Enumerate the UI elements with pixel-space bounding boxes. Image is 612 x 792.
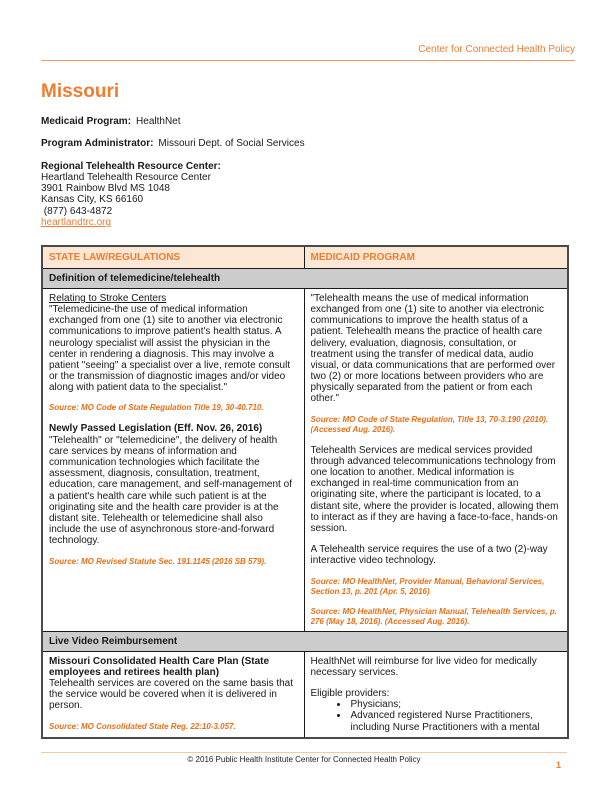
source-citation: Source: MO Revised Statute Sec. 191.1145 (2016 SB 579).: [49, 556, 267, 566]
paragraph: HealthNet will reimburse for live video for medically necessary services.: [310, 655, 537, 678]
section-row-live-video: [42, 631, 568, 651]
program-info: [41, 116, 575, 228]
newly-passed-heading: Newly Passed Legislation (Eff. Nov. 26, 2016): [49, 423, 263, 435]
list-item: • Physicians;: [349, 699, 561, 710]
rtrc-link[interactable]: heartlandtrc.org: [41, 217, 112, 229]
rtrc-address-line: Heartland Telehealth Resource Center: [41, 171, 211, 183]
medicaid-program-value: HealthNet: [136, 116, 181, 127]
rtrc-address-line: Kansas City, KS 66160: [41, 194, 144, 206]
page-title: Missouri: [41, 81, 120, 102]
brand-header: Center for Connected Health Policy: [418, 44, 575, 55]
paragraph: A Telehealth service requires the use of a two (2)-way interactive video technology.: [310, 544, 548, 567]
eligible-providers-heading: Eligible providers:: [310, 688, 390, 700]
paragraph: Telehealth Services are medical services provided through advanced telecommunications technology from one location to another. Medical information is exchanged in real-time communication from an originating site, where the participant is located, to a distant site, where the provider is located, allowing them to interact as if they are having a face-to-face, hands-on session.: [310, 444, 559, 534]
paragraph: "Telemedicine-the use of medical information exchanged from one (1) site to another via electronic communications to improve patient's health status. A neurology specialist will assist the physician in the center in rendering a diagnosis. This may involve a patient "seeing" a specialist over a live, remote consult or the transmission of diagnostic images and/or video along with patient data to the specialist.": [49, 303, 291, 394]
source-citation: Source: MO HealthNet, Provider Manual, Behavioral Services, Section 13, p. 201 (Apr. 5, 2016): [310, 576, 545, 596]
program-administrator-line: [41, 138, 575, 149]
source-citation: Source: MO Consolidated State Reg. 22:10-3.057.: [49, 721, 236, 731]
source-citation: Source: MO Code of State Regulation, Title 13, 70-3.190 (2010). (Accessed Aug. 2016).: [310, 414, 549, 434]
stroke-centers-heading: Relating to Stroke Centers: [49, 292, 167, 304]
live-video-state-law-cell: [42, 651, 304, 738]
paragraph: Telehealth services are covered on the same basis that the service would be covered when it is delivered in person.: [49, 678, 294, 712]
footer-copyright: © 2016 Public Health Institute Center for Connected Health Policy: [187, 755, 421, 764]
section-header-definition: Definition of telemedicine/telehealth: [42, 268, 568, 288]
paragraph: "Telehealth means the use of medical information exchanged from one (1) site to another via electronic communications to improve the health status of a patient. Telehealth means the practice of health care delivery, evaluation, diagnosis, consultation, or treatment using the transfer of medical data, audio visual, or data communications that are performed over two (2) or more locations between providers who are physically separated from the patient or from each other.": [310, 292, 556, 405]
page-footer: [41, 752, 567, 770]
table-header-row: [42, 246, 568, 268]
definition-state-law-cell: [42, 288, 304, 631]
rtrc-address-line: 3901 Rainbow Blvd MS 1048: [41, 183, 170, 195]
list-item: • Advanced registered Nurse Practitioners, including Nurse Practitioners with a mental: [349, 710, 561, 732]
rtrc-label: Regional Telehealth Resource Center:: [41, 160, 221, 172]
live-video-medicaid-cell: [304, 651, 568, 738]
column-header-state-law: STATE LAW/REGULATIONS: [42, 246, 304, 268]
program-administrator-value: Missouri Dept. of Social Services: [158, 138, 305, 150]
live-video-row: [42, 651, 568, 738]
column-header-medicaid-program: MEDICAID PROGRAM: [304, 246, 568, 268]
rtrc-block: [41, 161, 575, 229]
header-rule: [41, 60, 575, 61]
program-administrator-label: Program Administrator:: [41, 138, 154, 150]
rtrc-phone: (877) 643-4872: [41, 205, 113, 217]
page-number: 1: [555, 760, 561, 770]
footer-rule: [41, 752, 567, 753]
source-citation: Source: MO HealthNet, Physician Manual, Telehealth Services, p. 276 (May 18, 2016). (Accessed Aug. 2016).: [310, 606, 557, 626]
paragraph: "Telehealth" or "telemedicine", the delivery of health care services by means of information and communication technologies which facilitate the assessment, diagnosis, consultation, treatment, education, care management, and self-management of a patient's health care while such patient is at the originating site and the health care provider is at the distant site. Telehealth or telemedicine shall also include the use of asynchronous store-and-forward technology.: [49, 434, 292, 547]
medicaid-program-line: [41, 116, 575, 127]
medicaid-program-label: Medicaid Program:: [41, 116, 132, 127]
policy-table: [41, 245, 569, 738]
section-header-live-video: Live Video Reimbursement: [42, 631, 568, 651]
definition-medicaid-cell: [304, 288, 568, 631]
eligible-providers-list: [311, 699, 561, 733]
definition-row: [42, 288, 568, 631]
mchcp-heading: Missouri Consolidated Health Care Plan (State employees and retirees health plan): [49, 655, 270, 678]
source-citation: Source: MO Code of State Regulation Title 19, 30-40.710.: [49, 403, 264, 413]
section-row-definition: [42, 268, 568, 288]
